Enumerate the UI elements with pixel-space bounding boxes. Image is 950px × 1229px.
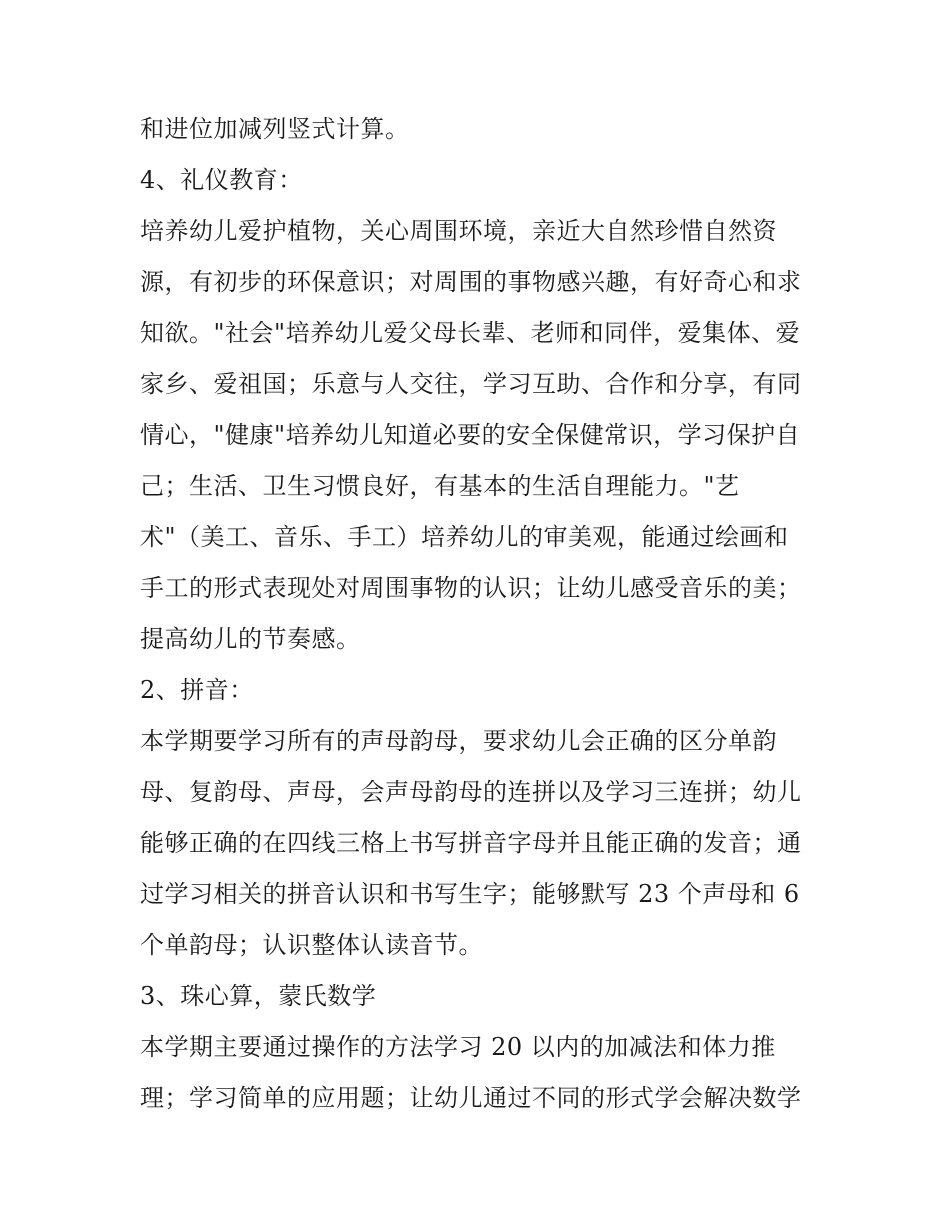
text-line: 理；学习简单的应用题；让幼儿通过不同的形式学会解决数学 [140, 1084, 802, 1112]
document-body [140, 104, 820, 1124]
text-line: 母、复韵母、声母，会声母韵母的连拼以及学习三连拼；幼儿 [140, 778, 802, 806]
text-line: 源，有初步的环保意识；对周围的事物感兴趣，有好奇心和求 [140, 268, 802, 296]
text-line: 提高幼儿的节奏感。 [140, 625, 361, 653]
text-line: 家乡、爱祖国；乐意与人交往，学习互助、合作和分享，有同 [140, 370, 802, 398]
text-line: 过学习相关的拼音认识和书写生字；能够默写 23 个声母和 6 [140, 880, 800, 908]
section-heading-etiquette: 4、礼仪教育： [140, 166, 303, 194]
text-line: 情心，"健康"培养幼儿知道必要的安全保健常识，学习保护自 [140, 421, 801, 449]
section-heading-math: 3、珠心算，蒙氏数学 [140, 982, 377, 1010]
text-line: 本学期要学习所有的声母韵母，要求幼儿会正确的区分单韵 [140, 727, 777, 755]
text-line: 能够正确的在四线三格上书写拼音字母并且能正确的发音；通 [140, 829, 802, 857]
text-line: 己；生活、卫生习惯良好，有基本的生活自理能力。"艺 [140, 472, 740, 500]
text-line: 个单韵母；认识整体认读音节。 [140, 931, 483, 959]
text-line: 手工的形式表现处对周围事物的认识；让幼儿感受音乐的美； [140, 574, 802, 602]
text-line: 培养幼儿爱护植物，关心周围环境，亲近大自然珍惜自然资 [140, 217, 777, 245]
section-heading-pinyin: 2、拼音： [140, 676, 254, 704]
text-line: 和进位加减列竖式计算。 [140, 115, 410, 143]
text-line: 本学期主要通过操作的方法学习 20 以内的加减法和体力推 [140, 1033, 776, 1061]
text-line: 知欲。"社会"培养幼儿爱父母长辈、老师和同伴，爱集体、爱 [140, 319, 801, 347]
text-line: 术"（美工、音乐、手工）培养幼儿的审美观，能通过绘画和 [140, 523, 789, 551]
